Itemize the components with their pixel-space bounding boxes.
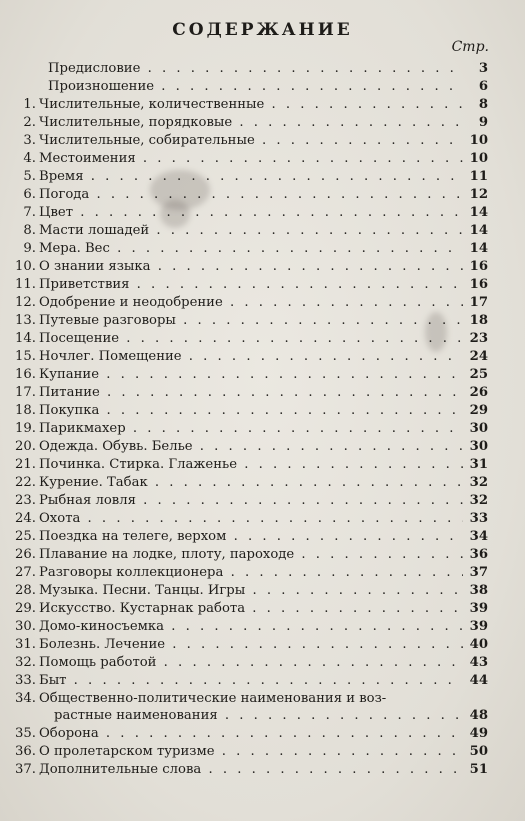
toc-entry-page: 29 — [469, 403, 488, 418]
toc-entry — [6, 366, 488, 384]
toc-entry-number: 21. — [15, 457, 36, 472]
toc-entry-title: Общественно-политические наименования и воз- — [39, 691, 387, 706]
toc-entry-page: 18 — [469, 313, 488, 328]
toc-entry-title: Цвет . . . — [39, 204, 463, 222]
toc-entry-title: Поездка на телеге, верхом . . . — [39, 528, 463, 546]
toc-entry — [6, 204, 488, 222]
toc-entry — [6, 654, 488, 672]
toc-entry-page: 14 — [469, 205, 488, 220]
toc-entry-page: 30 — [469, 439, 488, 454]
toc-entry-title: Плавание на лодке, плоту, пароходе . . . — [39, 546, 463, 564]
toc-entry-number: 9. — [23, 241, 36, 256]
toc-entry-title: О пролетарском туризме . . . — [39, 743, 463, 761]
toc-entry-number: 4. — [23, 151, 36, 166]
toc-entry-page: 9 — [478, 115, 488, 130]
toc-entry-title: Местоимения . . . — [39, 150, 463, 168]
toc-entry-page: 24 — [469, 349, 488, 364]
toc-entry-page: 14 — [469, 223, 488, 238]
toc-entry — [6, 492, 488, 510]
toc-entry — [6, 618, 488, 636]
toc-entry-number: 5. — [23, 169, 36, 184]
toc-entry-title: Курение. Табак . . . — [39, 474, 463, 492]
toc-entry-page: 14 — [469, 241, 488, 256]
toc-entry — [6, 690, 488, 725]
toc-entry-number: 22. — [15, 475, 36, 490]
toc-entry — [6, 78, 488, 96]
toc-entry-page: 11 — [469, 169, 488, 184]
toc-entry — [6, 312, 488, 330]
toc-entry-page: 37 — [469, 565, 488, 580]
toc-entry-title: Время . . . — [39, 168, 463, 186]
toc-entry-number: 27. — [15, 565, 36, 580]
toc-entry-title: Быт . . . — [39, 672, 463, 690]
toc-entry-page: 3 — [478, 61, 488, 76]
toc-entry-number: 1. — [23, 97, 36, 112]
toc-entry-page: 17 — [469, 295, 488, 310]
toc-entry-number: 16. — [15, 367, 36, 382]
toc-entry-number: 37. — [15, 762, 36, 777]
toc-entry-page: 38 — [469, 583, 488, 598]
toc-entry — [6, 474, 488, 492]
toc-entry — [6, 672, 488, 690]
toc-entry-number: 2. — [23, 115, 36, 130]
toc-entry-title: Одежда. Обувь. Белье . . . — [39, 438, 463, 456]
toc-entry-title: Питание . . . — [39, 384, 463, 402]
toc-entry-title: Оборона . . . — [39, 725, 463, 743]
toc-entry-title: Парикмахер . . . — [39, 420, 463, 438]
toc-entry-title: Числительные, порядковые . . . — [39, 114, 463, 132]
toc-entry — [6, 510, 488, 528]
toc-entry — [6, 114, 488, 132]
toc-entry-page: 39 — [469, 601, 488, 616]
toc-entry-title: Одобрение и неодобрение . . . — [39, 294, 463, 312]
toc-entry — [6, 420, 488, 438]
toc-entry — [6, 150, 488, 168]
toc-entry — [6, 222, 488, 240]
toc-entry-number: 18. — [15, 403, 36, 418]
toc-entry — [6, 384, 488, 402]
toc-entry — [6, 258, 488, 276]
toc-entry-title: Дополнительные слова . . . — [39, 761, 463, 779]
toc-entry-number: 26. — [15, 547, 36, 562]
toc-entry-title: Погода . . . — [39, 186, 463, 204]
toc-entry-page: 50 — [469, 744, 488, 759]
toc-entry — [6, 132, 488, 150]
toc-entry — [6, 600, 488, 618]
toc-entry — [6, 636, 488, 654]
toc-entry-number: 32. — [15, 655, 36, 670]
toc-entry-number: 13. — [15, 313, 36, 328]
toc-entry-number: 20. — [15, 439, 36, 454]
toc-entry-page: 48 — [469, 708, 488, 723]
toc-entry-title: Починка. Стирка. Глаженье . . . — [39, 456, 463, 474]
toc-entry-title: Ночлег. Помещение . . . — [39, 348, 463, 366]
toc-entry-title: Произношение . . . — [48, 78, 463, 96]
toc-entry-page: 43 — [469, 655, 488, 670]
toc-entry-number: 14. — [15, 331, 36, 346]
toc-entry — [6, 348, 488, 366]
toc-entry — [6, 96, 488, 114]
toc-entry-title: Купание . . . — [39, 366, 463, 384]
toc-entry — [6, 240, 488, 258]
toc-entry — [6, 528, 488, 546]
toc-entry-page: 16 — [469, 259, 488, 274]
toc-entry — [6, 402, 488, 420]
toc-entry-title: Посещение . . . — [39, 330, 463, 348]
toc-entry-number: 17. — [15, 385, 36, 400]
toc-entry-title: Числительные, количественные . . . — [39, 96, 463, 114]
toc-entry-number: 33. — [15, 673, 36, 688]
toc-entry-title: Болезнь. Лечение . . . — [39, 636, 463, 654]
toc-entry — [6, 438, 488, 456]
toc-entry-title: О знании языка . . . — [39, 258, 463, 276]
toc-entry-number: 31. — [15, 637, 36, 652]
toc-entry-title: Числительные, собирательные . . . — [39, 132, 463, 150]
toc-entry-title: Рыбная ловля . . . — [39, 492, 463, 510]
toc-entry-title: Предисловие . . . — [48, 60, 463, 78]
toc-entry — [6, 60, 488, 78]
toc-entry-number: 25. — [15, 529, 36, 544]
toc-entry-title: Приветствия . . . — [39, 276, 463, 294]
toc-entry-page: 49 — [469, 726, 488, 741]
toc-entry-number: 12. — [15, 295, 36, 310]
toc-entry-number: 7. — [23, 205, 36, 220]
toc-entry-title: Музыка. Песни. Танцы. Игры . . . — [39, 582, 463, 600]
toc-entry-number: 11. — [15, 277, 36, 292]
toc-entry-page: 34 — [469, 529, 488, 544]
toc-entry-page: 32 — [469, 493, 488, 508]
toc-entry-page: 23 — [469, 331, 488, 346]
toc-entry-number: 19. — [15, 421, 36, 436]
toc-entry-title: Покупка . . . — [39, 402, 463, 420]
toc-entry-page: 10 — [469, 133, 488, 148]
toc-entry — [6, 276, 488, 294]
toc-entry-number: 10. — [15, 259, 36, 274]
toc-entry-title: Масти лошадей . . . — [39, 222, 463, 240]
toc-entry-page: 16 — [469, 277, 488, 292]
toc-entry-number: 30. — [15, 619, 36, 634]
toc-entry-page: 39 — [469, 619, 488, 634]
toc-entry-number: 3. — [23, 133, 36, 148]
toc-entry — [6, 564, 488, 582]
toc-entry-title: Мера. Вес . . . — [39, 240, 463, 258]
toc-entry-page: 25 — [469, 367, 488, 382]
toc-entry-number: 35. — [15, 726, 36, 741]
toc-entry-page: 40 — [469, 637, 488, 652]
page-title: СОДЕРЖАНИЕ — [172, 20, 353, 40]
toc-entry-page: 31 — [469, 457, 488, 472]
toc-entry-number: 28. — [15, 583, 36, 598]
toc-entry — [6, 761, 488, 779]
toc-entry-number: 29. — [15, 601, 36, 616]
toc-entry — [6, 582, 488, 600]
toc-entry — [6, 330, 488, 348]
toc-entry-number: 15. — [15, 349, 36, 364]
toc-entry-title-continued: растные наименования . . . — [54, 707, 463, 725]
toc-entry-number: 23. — [15, 493, 36, 508]
toc-entry — [6, 725, 488, 743]
toc-entry-title: Охота . . . — [39, 510, 463, 528]
toc-entry — [6, 546, 488, 564]
toc-entry-page: 33 — [469, 511, 488, 526]
toc-entry — [6, 743, 488, 761]
toc-entry-number: 24. — [15, 511, 36, 526]
toc-entry — [6, 168, 488, 186]
toc-entry-number: 6. — [23, 187, 36, 202]
toc-entry-page: 10 — [469, 151, 488, 166]
page-column-label: Стр. — [451, 39, 489, 55]
toc-entry-page: 26 — [469, 385, 488, 400]
toc-entry-number: 34. — [15, 691, 36, 706]
toc-entry-title: Помощь работой . . . — [39, 654, 463, 672]
toc-entry-page: 8 — [478, 97, 488, 112]
toc-entry — [6, 456, 488, 474]
toc-entry-page: 44 — [469, 673, 488, 688]
toc-entry-page: 6 — [478, 79, 488, 94]
toc-entry-page: 51 — [469, 762, 488, 777]
toc-entry-title: Разговоры коллекционера . . . — [39, 564, 463, 582]
toc-entry-page: 30 — [469, 421, 488, 436]
toc-entry-page: 32 — [469, 475, 488, 490]
toc-entry — [6, 186, 488, 204]
table-of-contents — [6, 60, 488, 779]
toc-entry-number: 8. — [23, 223, 36, 238]
toc-entry-page: 12 — [469, 187, 488, 202]
toc-entry-title: Домо-киносъемка . . . — [39, 618, 463, 636]
toc-entry-title: Путевые разговоры . . . — [39, 312, 463, 330]
toc-entry-title: Искусство. Кустарнак работа . . . — [39, 600, 463, 618]
toc-entry-page: 36 — [469, 547, 488, 562]
toc-entry-number: 36. — [15, 744, 36, 759]
toc-entry — [6, 294, 488, 312]
